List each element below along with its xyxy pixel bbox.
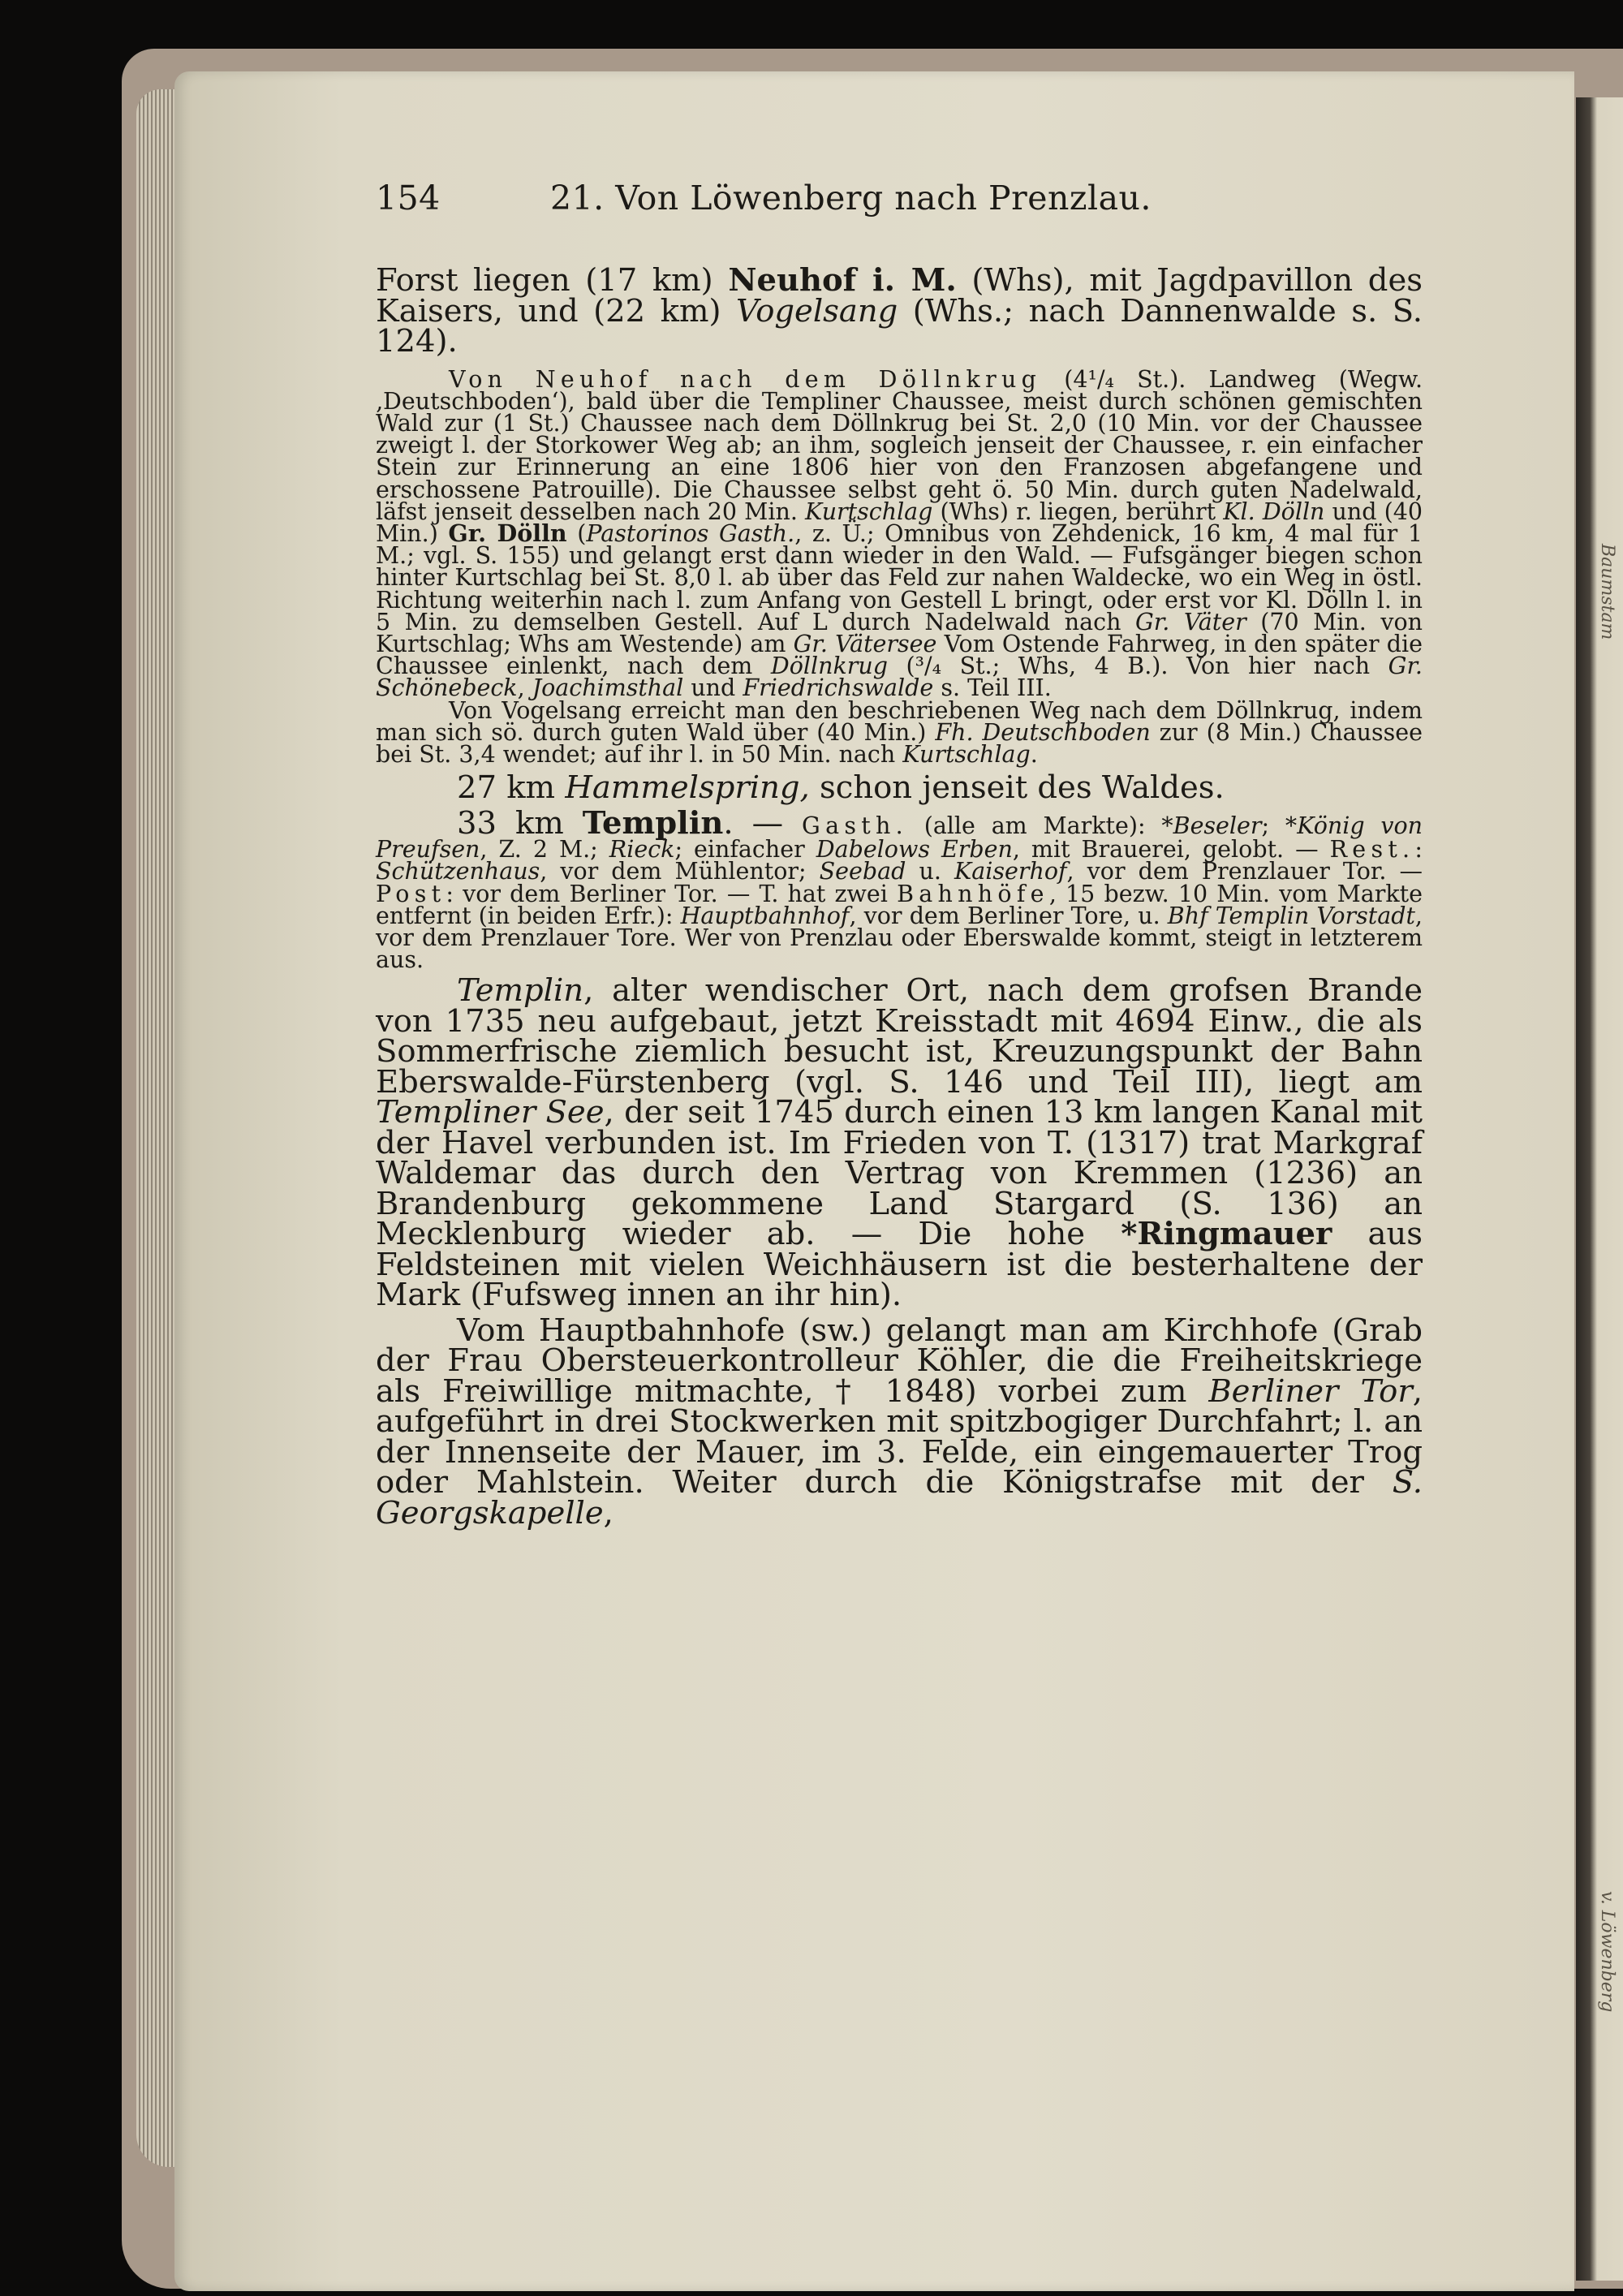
facing-page-fragment-upper: Baumstam [1597,544,1617,640]
chapter-title: 21. Von Löwenberg nach Prenzlau. [550,179,1152,218]
paragraph-templin-info: 33 km Templin. — Gasth. (alle am Markte): *Beseler; *König von Preufsen, Z. 2 M.; Rieck; einfacher Dabelows Erben, mit Brauerei, gelobt. — Rest.: Schützenhaus, vor dem Mühlentor; Seebad u. Kaiserhof, vor dem Prenzlauer Tor. — Post: vor dem Berliner Tor. — T. hat zwei Bahnhöfe, 15 bezw. 10 Min. vom Markte entfernt (in beiden Erfr.): Hauptbahnhof, vor dem Berliner Tore, u. Bhf Templin Vorstadt, vor dem Prenzlauer Tore. Wer von Prenzlau oder Eberswalde kommt, steigt in letzterem aus. [376,804,1423,974]
paragraph-berliner-tor: Vom Hauptbahnhofe (sw.) gelangt man am Kirchhofe (Grab der Frau Obersteuerkontrolleur Köhler, die die Freiheitskriege als Freiwillige mitmachte, † 1848) vorbei zum Berliner Tor, aufgeführt in drei Stockwerken mit spitzbogiger Durchfahrt; l. an der Innenseite der Mauer, im 3. Felde, ein eingemauerter Trog oder Mahlstein. Weiter durch die Königstrafse mit der S. Georgskapelle, [376,1312,1423,1531]
page-number: 154 [376,179,441,218]
paragraph-templin-history: Templin, alter wendischer Ort, nach dem grofsen Brande von 1735 neu aufgebaut, jetzt Kreisstadt mit 4694 Einw., die als Sommerfrische ziemlich besucht ist, Kreuzungspunkt der Bahn Eberswalde-Fürstenberg (vgl. S. 146 und Teil III), liegt am Templiner See, der seit 1745 durch einen 13 km langen Kanal mit der Havel verbunden ist. Im Frieden von T. (1317) trat Markgraf Waldemar das durch den Vertrag von Kremmen (1236) an Brandenburg gekommene Land Stargard (S. 136) an Mecklenburg wieder ab. — Die hohe *Ringmauer aus Feldsteinen mit vielen Weichhäusern ist die besterhaltene der Mark (Fufsweg innen an ihr hin). [376,972,1423,1314]
facing-page-fragment-lower: v. Löwenberg [1597,1891,1617,2013]
running-header [376,179,1423,224]
paragraph-hammelspring: 27 km Hammelspring, schon jenseit des Waldes. [457,769,1225,807]
paragraph-vogelsang: Von Vogelsang erreicht man den beschriebenen Weg nach dem Döllnkrug, indem man sich sö. durch guten Wald über (40 Min.) Fh. Deutschboden zur (8 Min.) Chaussee bei St. 3,4 wendet; auf ihr l. in 50 Min. nach Kurtschlag. [376,696,1423,768]
paragraph-neuhof: Forst liegen (17 km) Neuhof i. M. (Whs), mit Jagdpavillon des Kaisers, und (22 km) Vogelsang (Whs.; nach Dannenwalde s. S. 124). [376,262,1423,360]
paragraph-route-doellnkrug: Von Neuhof nach dem Döllnkrug (4¹/₄ St.). Landweg (Wegw. ‚Deutschboden‘), bald über die Templiner Chaussee, meist durch schönen gemischten Wald zur (1 St.) Chaussee nach dem Döllnkrug bei St. 2,0 (10 Min. vor der Chaussee zweigt l. der Storkower Weg ab; an ihm, sogleich jenseit der Chaussee, r. ein einfacher Stein zur Erinnerung an eine 1806 hier von den Franzosen abgefangene und erschossene Patrouille). Die Chaussee selbst geht ö. 50 Min. durch guten Nadelwald, läfst jenseit desselben nach 20 Min. Kurtschlag (Whs) r. liegen, berührt Kl. Dölln und (40 Min.) Gr. Dölln (Pastorinos Gasth., z. Ü.; Omnibus von Zehdenick, 16 km, 4 mal für 1 M.; vgl. S. 155) und gelangt erst dann wieder in den Wald. — Fufsgänger biegen schon hinter Kurtschlag bei St. 8,0 l. ab über das Feld zur nahen Waldecke, wo ein Weg in östl. Richtung weiterhin nach l. zum Anfang von Gestell L bringt, oder erst vor Kl. Dölln l. in 5 Min. zu demselben Gestell. Auf L durch Nadelwald nach Gr. Väter (70 Min. von Kurtschlag; Whs am Westende) am Gr. Vätersee Vom Ostende Fahrweg, in den später die Chaussee einlenkt, nach dem Döllnkrug (³/₄ St.; Whs, 4 B.). Von hier nach Gr. Schönebeck, Joachimsthal und Friedrichswalde s. Teil III. [376,365,1423,702]
page-content [376,179,1423,1531]
